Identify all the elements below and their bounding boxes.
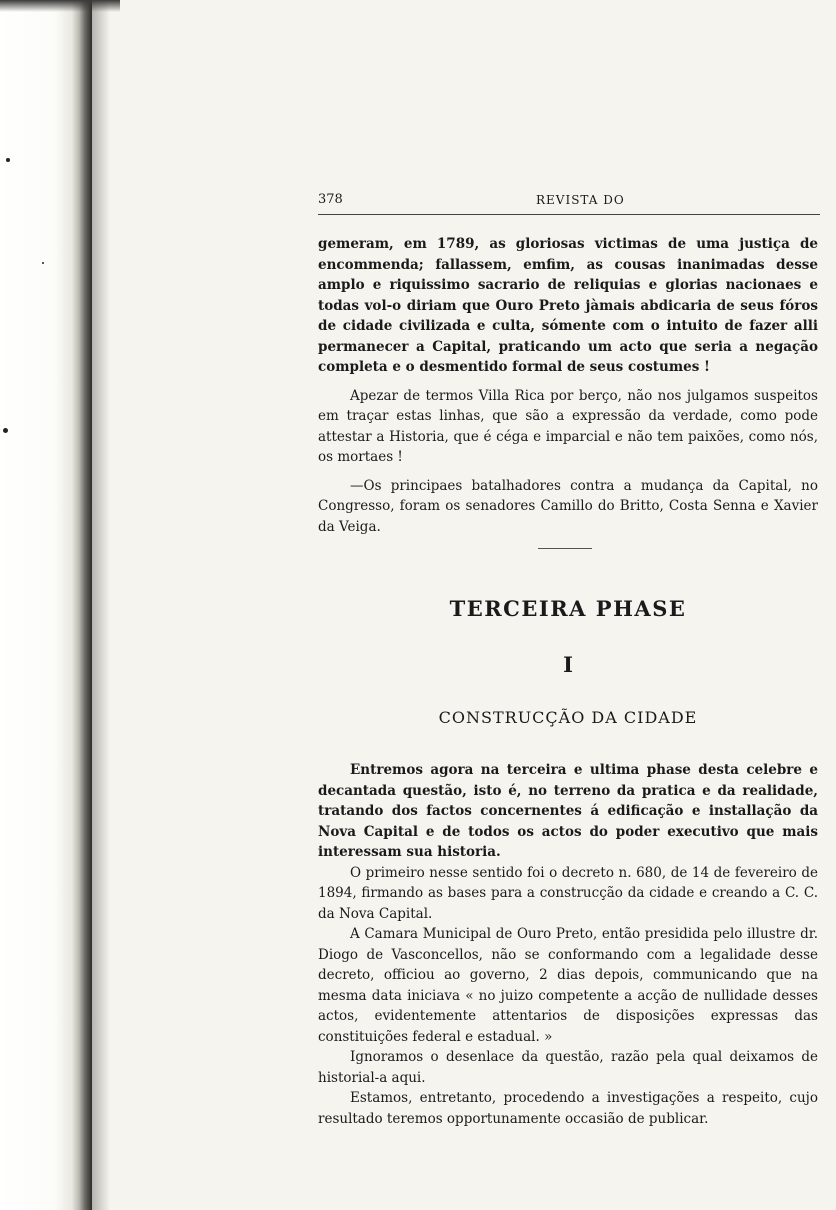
scan-speck: [3, 428, 8, 433]
section-title: TERCEIRA PHASE: [449, 596, 687, 621]
paragraph: Apezar de termos Villa Rica por berço, não nos julgamos suspeitos em traçar estas linhas, que são a expressão da verdade, como pode attestar a Historia, que é céga e imparcial e não tem paixões, como nós, os mortaes !: [318, 387, 818, 465]
section-separator: [538, 548, 592, 550]
chapter-heading: CONSTRUCÇÃO DA CIDADE: [438, 708, 698, 727]
paragraph: O primeiro nesse sentido foi o decreto n. 680, de 14 de fevereiro de 1894, firmando as bases para a construcção da cidade e creando a C. C. da Nova Capital.: [318, 864, 818, 922]
scan-speck: [42, 262, 44, 264]
book-spine-shadow: [92, 0, 110, 1210]
paragraph: A Camara Municipal de Ouro Preto, então presidida pelo illustre dr. Diogo de Vasconcellos, não se conformando com a legalidade desse decreto, officiou ao governo, 2 dias depois, communicando que na mesma data iniciava « no juizo competente a acção de nullidade desses actos, evidentemente attentarios de disposições expressas das constituições federal e estadual. »: [318, 926, 818, 1045]
running-title: REVISTA DO: [536, 193, 625, 207]
running-head: [318, 190, 820, 215]
chapter-body: [318, 760, 818, 1129]
scan-gutter: [0, 0, 92, 1210]
scan-speck: [6, 158, 10, 162]
paragraph: Entremos agora na terceira e ultima phase desta celebre e decantada questão, isto é, no terreno da pratica e da realidade, tratando dos factos concernentes á edificação e installação da Nova Capital e de todos os actos do poder executivo que mais interessam sua historia.: [318, 762, 818, 860]
chapter-number: I: [563, 652, 573, 677]
paragraph: gemeram, em 1789, as gloriosas victimas de uma justiça de encommenda; fallassem, emfim, as cousas inanimadas desse amplo e riquissimo sacrario de reliquias e glorias nacionaes e todas vol-o diriam que Ouro Preto jàmais abdicaria de seus fóros de cidade civilizada e culta, sómente com o intuito de fazer alli permanecer a Capital, praticando um acto que seria a negação completa e o desmentido formal de seus costumes !: [318, 236, 818, 375]
continued-text: [318, 234, 818, 537]
paragraph: Ignoramos o desenlace da questão, razão pela qual deixamos de historial-a aqui.: [318, 1049, 818, 1086]
footnote-paragraph: —Os principaes batalhadores contra a mudança da Capital, no Congresso, foram os senadores Camillo do Britto, Costa Senna e Xavier da Veiga.: [318, 477, 818, 535]
page-number: 378: [318, 192, 343, 207]
paragraph: Estamos, entretanto, procedendo a investigações a respeito, cujo resultado teremos opportunamente occasião de publicar.: [318, 1090, 818, 1127]
